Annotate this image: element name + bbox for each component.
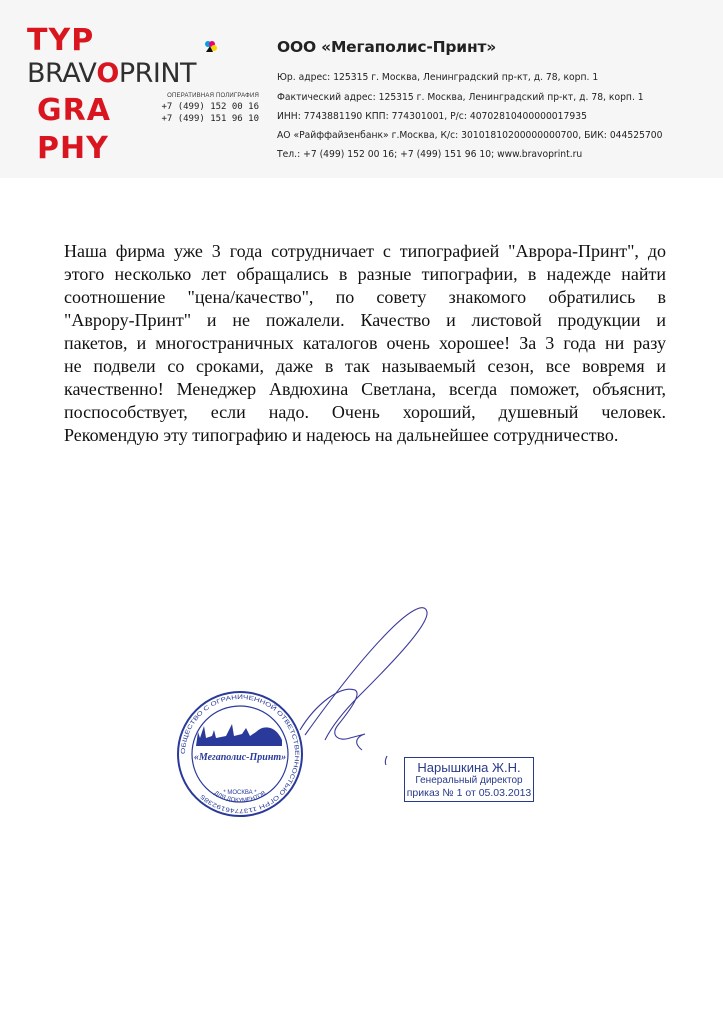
letter-line: не подвели со сроками, даже в так называемый сезон, все вовремя и — [64, 356, 666, 376]
seal-center-text: «Мегаполис-Принт» — [193, 752, 287, 763]
tax-ids: ИНН: 7743881190 КПП: 774301001, Р/с: 40702810400000017935 — [277, 111, 587, 122]
signatory-stamp — [404, 757, 534, 802]
bank-details: АО «Райффайзенбанк» г.Москва, К/с: 30101810200000000700, БИК: 044525700 — [277, 130, 663, 141]
logo-o: O — [96, 58, 119, 89]
actual-address: Фактический адрес: 125315 г. Москва, Ленинградский пр-кт, д. 78, корп. 1 — [277, 92, 644, 103]
logo-tagline: ОПЕРАТИВНАЯ ПОЛИГРАФИЯ — [167, 93, 259, 99]
seal-city: * МОСКВА * — [223, 790, 257, 796]
contacts: Тел.: +7 (499) 152 00 16; +7 (499) 151 96 10; www.bravoprint.ru — [277, 149, 583, 160]
logo-gra: GRA — [37, 93, 111, 128]
cmyk-icon — [203, 40, 217, 54]
company-name: ООО «Мегаполис-Принт» — [277, 38, 497, 56]
seal-outer-text: ОБЩЕСТВО С ОГРАНИЧЕННОЙ ОТВЕТСТВЕННОСТЬЮ ОГРН 1137746192385 — [180, 694, 300, 814]
handwritten-signature — [290, 590, 450, 765]
seal-inner-text: ДЛЯ ДОКУМЕНТОВ — [212, 790, 268, 805]
letter-line: пакетов, и многостраничных каталогов очень хорошее! За 3 года ни разу — [64, 333, 666, 353]
letter-body — [64, 240, 666, 447]
logo-phy: PHY — [37, 131, 109, 166]
letter-line: качественно! Менеджер Авдюхина Светлана, всегда поможет, объяснит, — [64, 379, 666, 399]
logo-brav: BRAV — [27, 58, 97, 89]
logo-typ: TYP — [27, 23, 95, 58]
signatory-name: Нарышкина Ж.Н. — [417, 760, 521, 775]
logo-phone-2: +7 (499) 151 96 10 — [161, 114, 259, 124]
logo-print: PRINT — [118, 58, 197, 89]
logo-phone-1: +7 (499) 152 00 16 — [161, 102, 259, 112]
letter-line: "Аврору-Принт" и не пожалели. Качество и листовой продукции и — [64, 310, 666, 330]
bravoprint-logo — [27, 23, 259, 176]
letter-line: поспособствует, если надо. Очень хороший, душевный человек. — [64, 402, 666, 422]
letter-line: Рекомендую эту типографию и надеюсь на дальнейшее сотрудничество. — [64, 425, 619, 445]
letter-line: Наша фирма уже 3 года сотрудничает с типографией "Аврора-Принт", до — [64, 241, 666, 261]
legal-address: Юр. адрес: 125315 г. Москва, Ленинградский пр-кт, д. 78, корп. 1 — [277, 72, 599, 83]
signatory-position: Генеральный директор — [415, 775, 523, 786]
logo-bravoprint — [27, 60, 196, 87]
company-seal — [176, 690, 304, 818]
letter-line: соотношение "цена/качество", по совету знакомого обратились в — [64, 287, 666, 307]
logo-contacts — [149, 92, 259, 125]
letter-line: этого несколько лет обращались в разные типографии, в надежде найти — [64, 264, 666, 284]
signatory-order: приказ № 1 от 05.03.2013 — [406, 787, 532, 799]
